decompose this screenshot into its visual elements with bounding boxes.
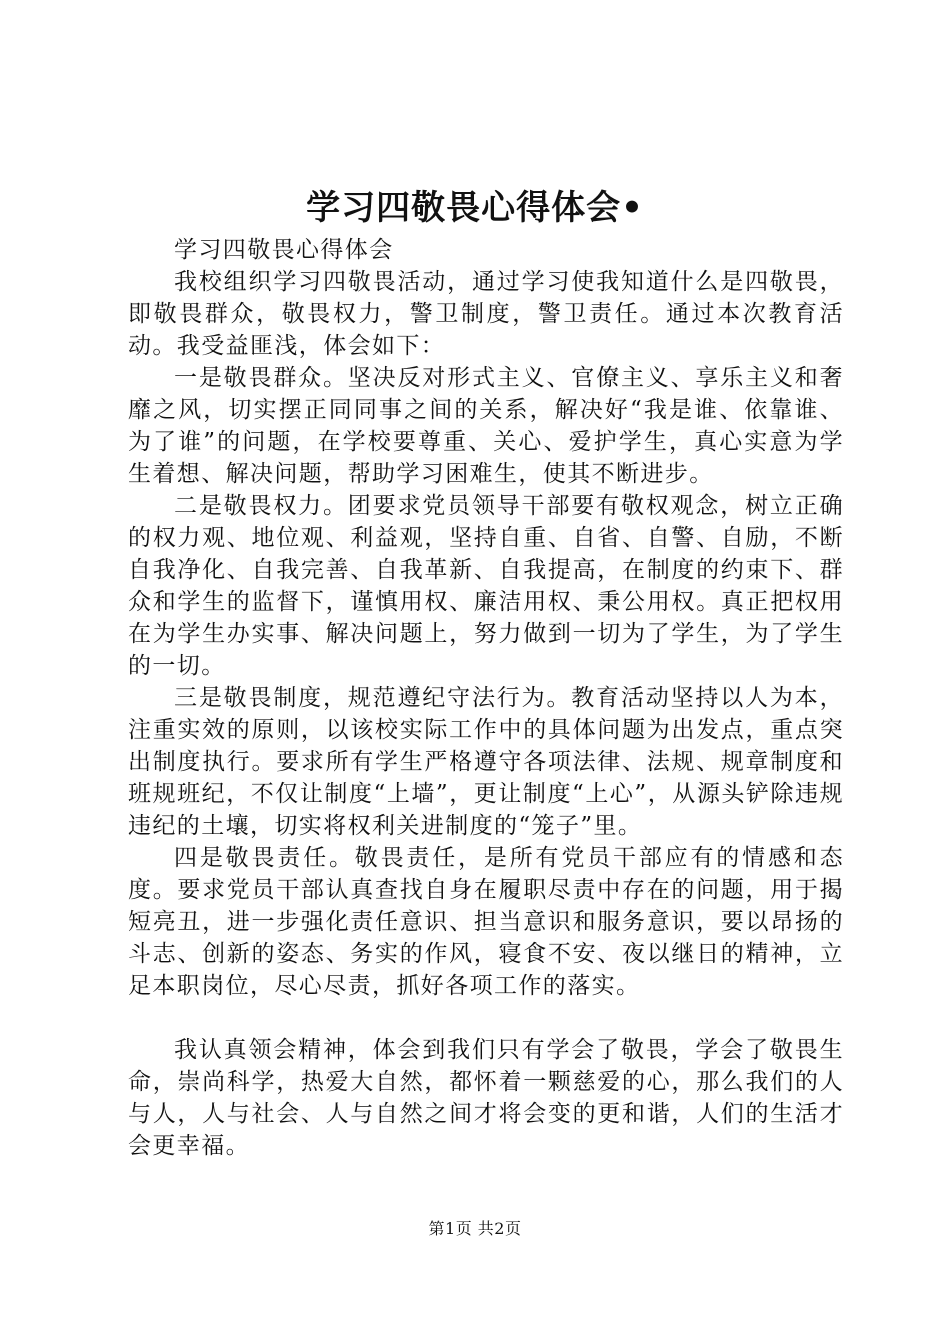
paragraph-subtitle: 学习四敬畏心得体会 (174, 237, 394, 263)
paragraph-intro: 我校组织学习四敬畏活动，通过学习使我知道什么是四敬畏，即敬畏群众，敬畏权力，警卫制度，警卫责任。通过本次教育活动。我受益匪浅，体会如下： (128, 269, 844, 359)
paragraph-point-4: 四是敬畏责任。敬畏责任，是所有党员干部应有的情感和态度。要求党员干部认真查找自身在履职尽责中存在的问题，用于揭短亮丑，进一步强化责任意识、担当意识和服务意识，要以昂扬的斗志、创新的姿态、务实的作风，寝食不安、夜以继日的精神，立足本职岗位，尽心尽责，抓好各项工作的落实。 (128, 845, 844, 999)
paragraph-point-3: 三是敬畏制度，规范遵纪守法行为。教育活动坚持以人为本，注重实效的原则，以该校实际工作中的具体问题为出发点，重点突出制度执行。要求所有学生严格遵守各项法律、法规、规章制度和班规班纪，不仅让制度“上墙”，更让制度“上心”，从源头铲除违规违纪的土壤，切实将权利关进制度的“笼子”里。 (128, 685, 844, 839)
page-footer: 第1页 共2页 (428, 1219, 522, 1238)
paragraph-point-2: 二是敬畏权力。团要求党员领导干部要有敬权观念，树立正确的权力观、地位观、利益观，坚持自重、自省、自警、自励，不断自我净化、自我完善、自我革新、自我提高，在制度的约束下、群众和学生的监督下，谨慎用权、廉洁用权、秉公用权。真正把权用在为学生办实事、解决问题上，努力做到一切为了学生，为了学生的一切。 (128, 493, 844, 679)
paragraph-point-1: 一是敬畏群众。坚决反对形式主义、官僚主义、享乐主义和奢靡之风，切实摆正同同事之间的关系，解决好“我是谁、依靠谁、为了谁”的问题，在学校要尊重、关心、爱护学生，真心实意为学生着想、解决问题，帮助学习困难生，使其不断进步。 (128, 365, 844, 487)
document-body (128, 234, 844, 1162)
paragraph-conclusion: 我认真领会精神，体会到我们只有学会了敬畏，学会了敬畏生命，崇尚科学，热爱大自然，都怀着一颗慈爱的心，那么我们的人与人，人与社会、人与自然之间才将会变的更和谐，人们的生活才会更幸福。 (128, 1037, 844, 1159)
document-title: 学习四敬畏心得体会• (306, 188, 644, 228)
